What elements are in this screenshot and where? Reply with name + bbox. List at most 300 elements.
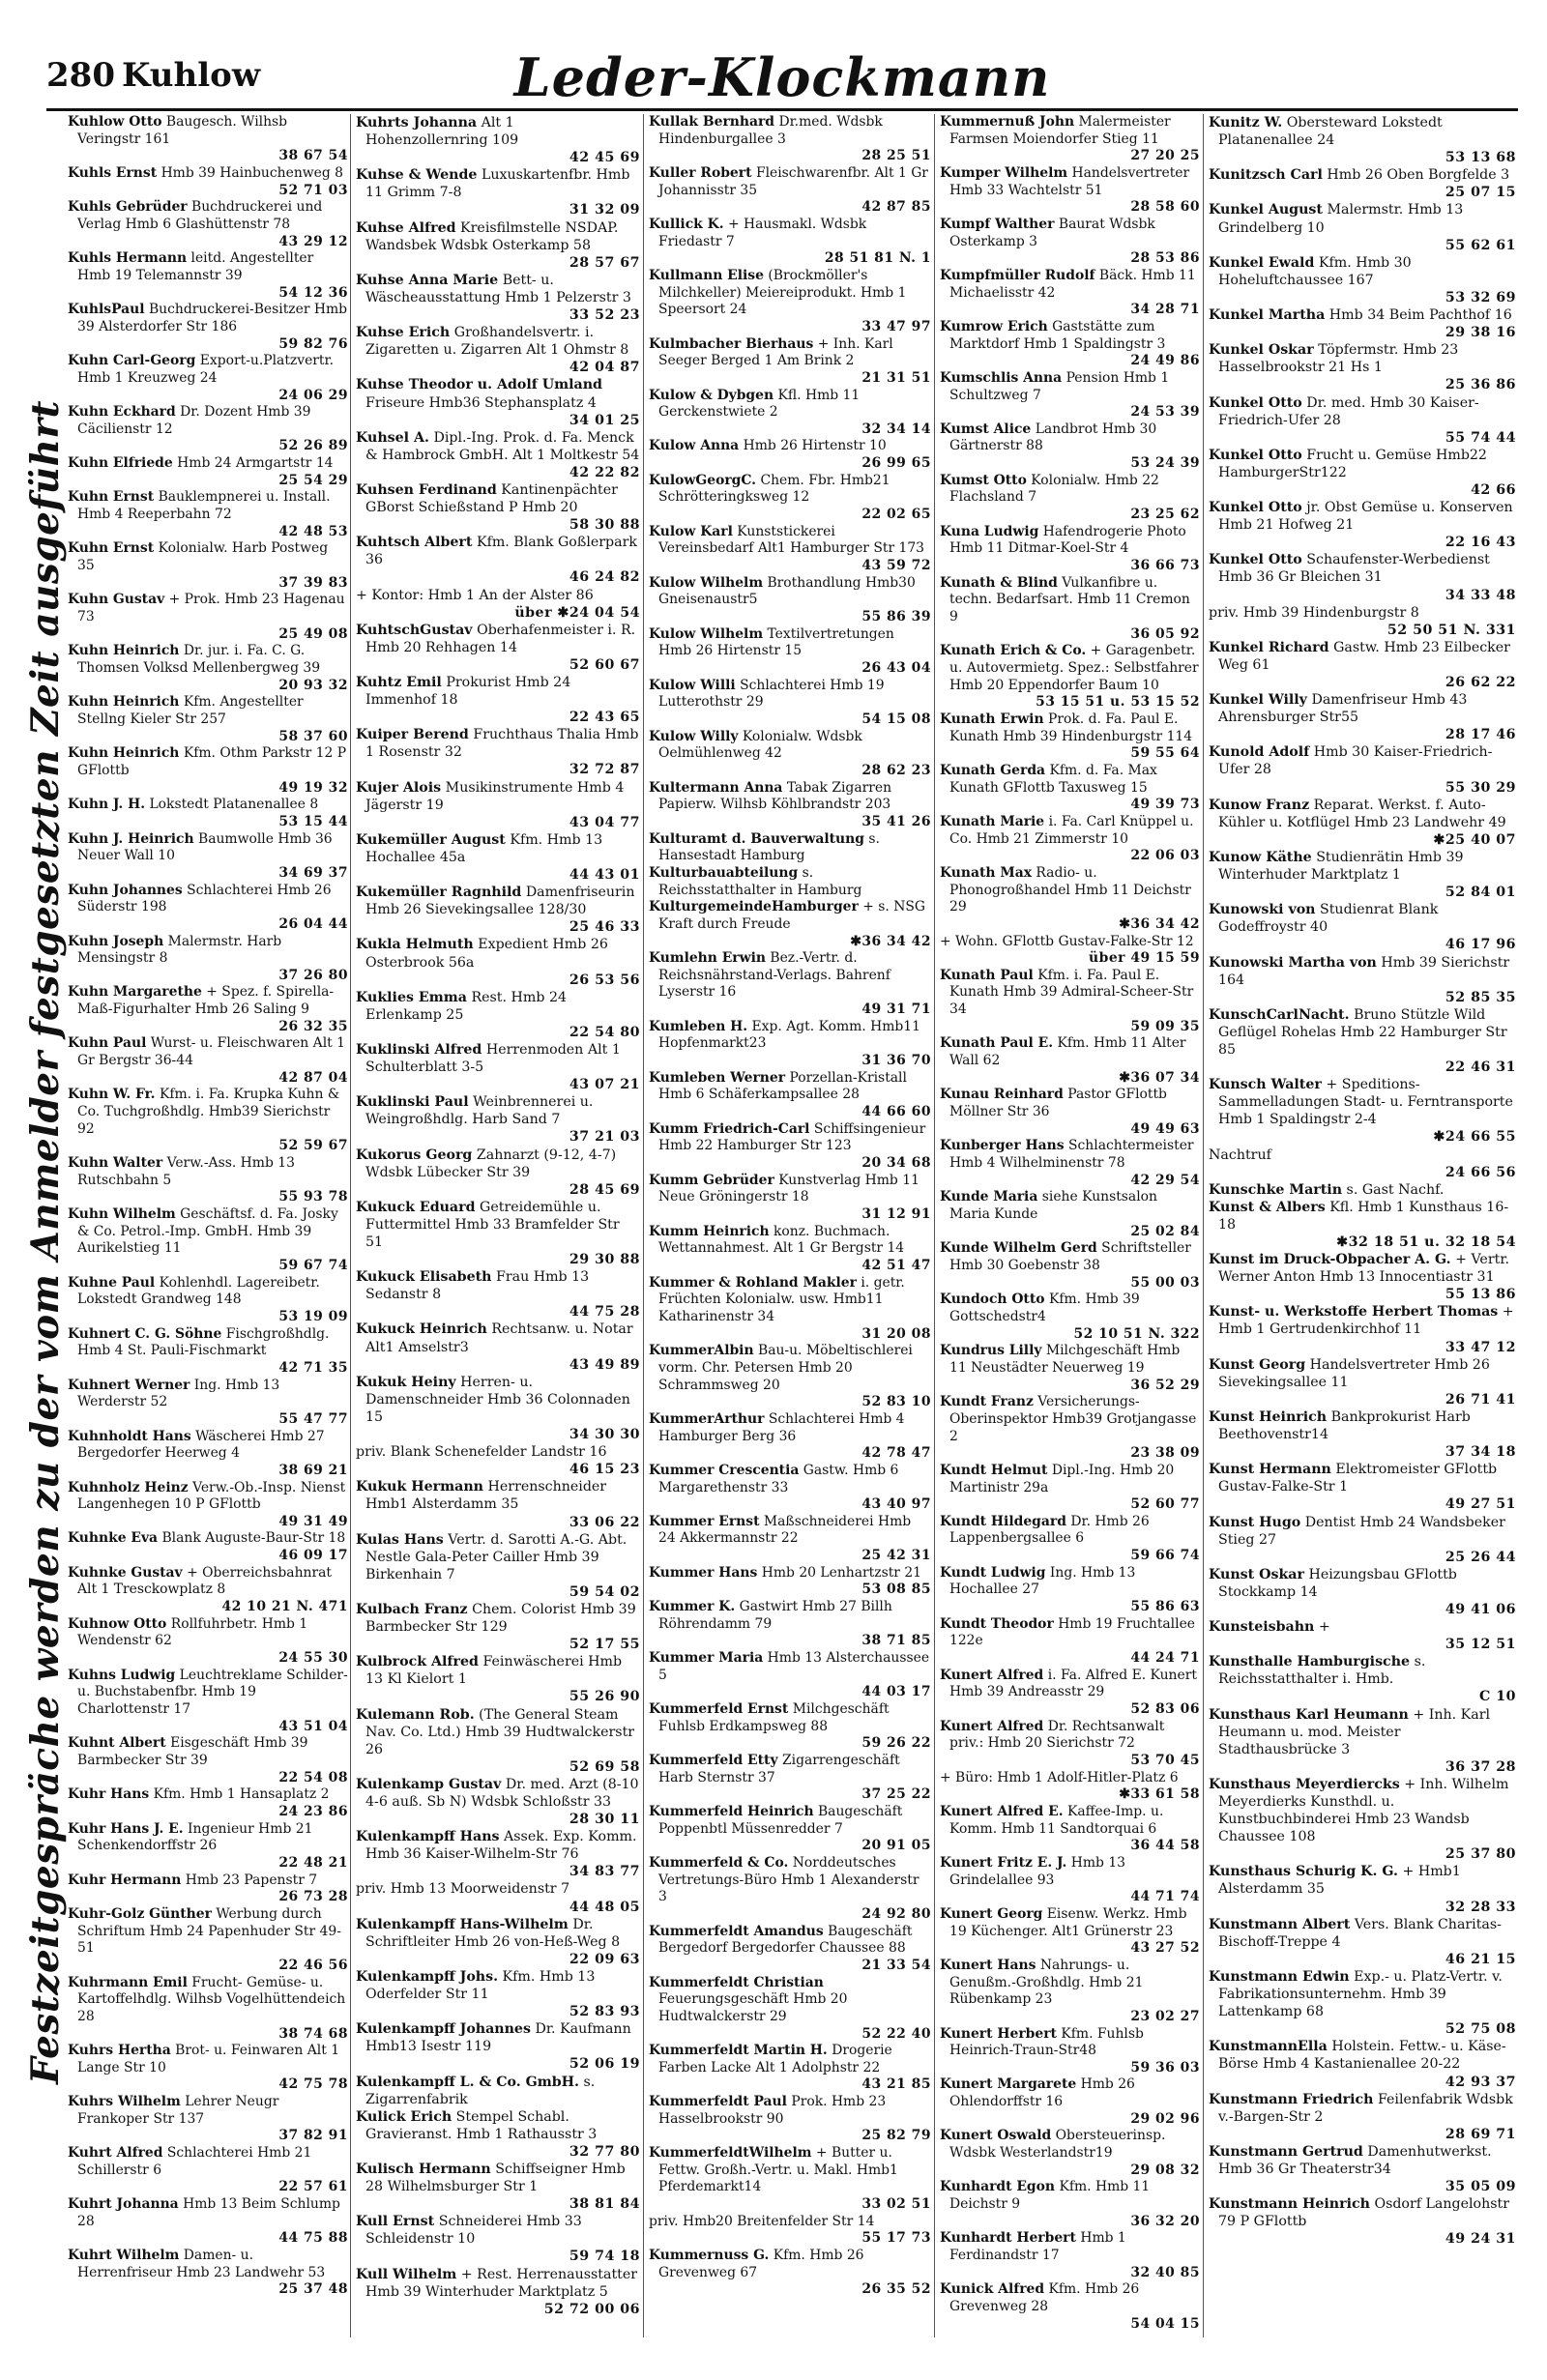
phone-number: über ✱24 04 54 — [514, 604, 640, 621]
entry-details: Werbung durch Schriftum Hmb 24 Papenhuder Str 49-51 — [77, 1905, 341, 1957]
directory-entry — [940, 2128, 1200, 2179]
phone-number: 49 49 63 — [1130, 1120, 1200, 1137]
phone-number: 55 47 77 — [278, 1410, 348, 1427]
entry-details: Feinwäscherei Hmb 13 Kl Kielort 1 — [365, 1654, 623, 1688]
entry-details: Kolonialw. Hmb 22 Flachsland 7 — [949, 472, 1159, 506]
entry-details: Baumwolle Hmb 36 Neuer Wall 10 — [77, 830, 333, 864]
directory-entry — [1209, 639, 1516, 691]
column-divider — [1203, 114, 1204, 2337]
entry-details: Obersteward Lokstedt Platanenallee 24 — [1218, 115, 1443, 149]
phone-number: 49 27 51 — [1445, 1496, 1516, 1513]
phone-number: 38 71 85 — [861, 1633, 931, 1649]
phone-number: 25 07 15 — [1445, 185, 1516, 201]
entry-name: Kunhardt Egon — [940, 2179, 1056, 2195]
entry-details: Baurat Wdsbk Osterkamp 3 — [949, 216, 1155, 249]
directory-entry — [940, 814, 1200, 865]
phone-number: 37 39 83 — [278, 574, 348, 591]
phone-number: 28 69 71 — [1445, 2126, 1516, 2142]
phone-number: 42 22 82 — [569, 464, 640, 480]
entry-details: Frau Hmb 13 Sedanstr 8 — [365, 1269, 590, 1303]
entry-details: Kfm. Hmb 1 Hansaplatz 2 — [153, 1786, 330, 1803]
entry-details: Musikinstrumente Hmb 4 Jägerstr 19 — [365, 779, 625, 813]
entry-details: Hmb 39 Sierichstr 164 — [1218, 954, 1510, 988]
phone-number: 27 20 25 — [1130, 148, 1200, 164]
entry-details: + s. NSG Kraft durch Freude — [658, 899, 926, 932]
entry-details: Chem. Colorist Hmb 39 Barmbecker Str 129 — [365, 1601, 636, 1636]
phone-number: 53 13 68 — [1445, 150, 1516, 166]
entry-name: KunschCarlNacht. — [1209, 1006, 1350, 1023]
directory-entry — [940, 319, 1200, 370]
entry-name: Kunert Alfred — [940, 1667, 1044, 1683]
entry-details: Drogerie Farben Lacke Alt 1 Adolphstr 22 — [658, 2043, 892, 2075]
phone-number: 35 12 51 — [1445, 1637, 1516, 1653]
directory-entry — [356, 1146, 640, 1199]
entry-name: Kunert Hans — [940, 1957, 1036, 1973]
phone-number: 44 48 05 — [569, 1899, 640, 1915]
entry-details: Kolonialw. Harb Postweg 35 — [77, 540, 329, 574]
directory-entry — [649, 1121, 931, 1173]
phone-number: 24 92 80 — [861, 1905, 931, 1922]
entry-details: Hmb 19 Fruchtallee 122e — [949, 1615, 1196, 1649]
entry-details: Kfm. Hmb 26 Grevenweg 67 — [658, 2248, 864, 2280]
phone-number: 44 75 28 — [569, 1304, 640, 1321]
entry-name: Kullak Bernhard — [649, 114, 775, 130]
phone-number: 46 09 17 — [278, 1548, 348, 1564]
directory-entry — [356, 779, 640, 831]
phone-number: ✱36 34 42 — [1119, 915, 1200, 932]
phone-number: über 49 15 59 — [1089, 950, 1200, 967]
directory-entry — [68, 302, 348, 353]
entry-details: Schlachterei Hmb 26 Süderstr 198 — [77, 882, 332, 915]
directory-entry — [356, 1531, 640, 1601]
phone-number: 25 02 84 — [1130, 1223, 1200, 1239]
phone-number: 26 99 65 — [861, 455, 931, 472]
directory-entry — [940, 1668, 1200, 1719]
entry-details: Exp. Agt. Komm. Hmb11 Hopfenmarkt23 — [658, 1018, 920, 1052]
directory-entry — [356, 622, 640, 674]
entry-name: Kuhn Gustav — [68, 592, 165, 608]
entry-name: Kuhn Carl-Georg — [68, 353, 196, 369]
phone-number: C 10 — [1479, 1689, 1516, 1705]
phone-number: 52 72 00 06 — [543, 2301, 640, 2317]
entry-details: + Rest. Herrenausstatter Hmb 39 Winterhuder Marktplatz 5 — [365, 2266, 638, 2300]
directory-entry — [940, 1804, 1200, 1855]
directory-entry — [68, 2094, 348, 2145]
entry-name: KummerArthur — [649, 1410, 765, 1427]
directory-entry — [1209, 2143, 1516, 2195]
entry-name: Kunkel Martha — [1209, 307, 1326, 324]
entry-details: Oberhafenmeister i. R. Hmb 20 Rehhagen 14 — [365, 622, 636, 655]
directory-entry — [940, 1394, 1200, 1463]
entry-details: Kantinenpächter GBorst Schießstand P Hmb 20 — [365, 481, 618, 516]
phone-number: 52 83 93 — [569, 2004, 640, 2020]
entry-details: Frucht- Gemüse- u. Kartoffelhdlg. Wilhsb Vogelhüttendeich 28 — [77, 1974, 346, 2024]
entry-name: Kunhardt Herbert — [940, 2230, 1076, 2247]
entry-details: Hmb 26 Hirtenstr 10 — [743, 438, 887, 454]
entry-details: jr. Obst Gemüse u. Konserven Hmb 21 Hofweg 21 — [1218, 500, 1513, 534]
entry-details: + Inh. Karl Heumann u. mod. Meister Stadthausbrücke 3 — [1218, 1706, 1491, 1757]
entry-details: Dr.med. Wdsbk Hindenburgallee 3 — [658, 114, 883, 147]
entry-name: Kuhsen Ferdinand — [356, 481, 497, 498]
entry-name: Kuhnert Werner — [68, 1377, 190, 1393]
entry-name: Kulow Wilhelm — [649, 625, 764, 642]
directory-entry — [649, 729, 931, 780]
entry-details: Textilvertretungen Hmb 26 Hirtenstr 15 — [658, 625, 894, 659]
directory-entry — [940, 934, 1200, 968]
entry-name: Kuhlow Otto — [68, 114, 162, 130]
entry-details: + Hmb1 Alsterdamm 35 — [1218, 1864, 1461, 1898]
entry-details: Hmb 23 Papenstr 7 — [185, 1872, 318, 1888]
directory-entry — [1209, 2038, 1516, 2090]
phone-number: 25 54 29 — [278, 472, 348, 488]
directory-entry — [68, 1906, 348, 1975]
phone-number: 53 32 69 — [1445, 289, 1516, 305]
directory-entry — [649, 1599, 931, 1650]
entry-details: Dipl.-Ing. Hmb 20 Martinistr 29a — [949, 1462, 1175, 1495]
entry-details: Damenfriseurin Hmb 26 Sievekingsallee 128/30 — [365, 885, 635, 918]
directory-entry — [940, 1240, 1200, 1292]
directory-entry — [940, 575, 1200, 644]
page-number: 280 — [46, 56, 115, 95]
entry-details: Weinbrennerei u. Weingroßhdlg. Harb Sand 7 — [365, 1094, 594, 1128]
entry-name: Kuhr Hermann — [68, 1872, 182, 1888]
phone-number: 32 34 14 — [861, 421, 931, 437]
directory-entry — [649, 438, 931, 472]
phone-number: 43 40 97 — [861, 1496, 931, 1513]
entry-details: Vertr. d. Sarotti A.-G. Abt. Nestle Gala-Peter Cailler Hmb 39 Birkenhain 7 — [365, 1531, 628, 1582]
entry-name: Kummerfeld Etty — [649, 1753, 778, 1768]
entry-details: Lokstedt Platanenallee 8 — [149, 797, 319, 813]
entry-details: Kfm. Hmb 13 Oderfelder Str 11 — [365, 1968, 596, 2003]
phone-number: 26 43 04 — [861, 660, 931, 676]
directory-entry — [356, 1374, 640, 1443]
entry-details: + Inh. Karl Seeger Berged 1 Am Brink 2 — [658, 335, 893, 369]
directory-entry — [1209, 1251, 1516, 1303]
directory-entry — [1209, 306, 1516, 341]
directory-entry — [68, 1872, 348, 1906]
directory-entry — [649, 1650, 931, 1701]
phone-number: 25 46 33 — [569, 919, 640, 936]
entry-details: priv. Hmb 13 Moorweidenstr 7 — [356, 1881, 570, 1898]
entry-name: Kuna Ludwig — [940, 523, 1039, 539]
phone-number: 42 71 35 — [278, 1359, 348, 1376]
directory-entry — [356, 587, 640, 622]
entry-name: Kunert Georg — [940, 1905, 1043, 1922]
directory-entry — [1209, 551, 1516, 603]
entry-name: Kuhls Hermann — [68, 250, 188, 267]
entry-name: Kunst im Druck-Obpacher A. G. — [1209, 1252, 1451, 1268]
phone-number: 42 48 53 — [278, 523, 348, 539]
entry-name: Kunsteisbahn — [1209, 1619, 1315, 1636]
phone-number: 52 71 03 — [278, 182, 348, 198]
directory-entry — [649, 899, 931, 950]
directory-entry — [940, 217, 1200, 268]
phone-number: 22 43 65 — [569, 710, 640, 726]
entry-name: Kukemüller August — [356, 831, 506, 848]
directory-entry — [940, 1343, 1200, 1394]
phone-number: 43 04 77 — [569, 814, 640, 830]
entry-details: Brothandlung Hmb30 Gneisenaustr5 — [658, 574, 916, 608]
directory-entry — [68, 1326, 348, 1378]
directory-entry — [1209, 797, 1516, 849]
directory-entry — [1209, 341, 1516, 393]
directory-entry — [356, 1968, 640, 2020]
entry-details: Kfl. Hmb 1 Kunsthaus 16-18 — [1218, 1199, 1509, 1233]
entry-name: Kunert Fritz E. J. — [940, 1854, 1067, 1871]
entry-details: Ing. Hmb 13 Hochallee 27 — [949, 1564, 1136, 1598]
entry-name: Kunert Alfred — [940, 1718, 1044, 1734]
entry-details: Dr. jur. i. Fa. C. G. Thomsen Volksd Mellenbergweg 39 — [77, 643, 321, 676]
entry-details: Kfm. i. Fa. Krupka Kuhn & Co. Tuchgroßhdlg. Hmb39 Sierichstr 92 — [77, 1087, 340, 1137]
directory-entry — [649, 217, 931, 268]
entry-details: Töpfermstr. Hmb 23 Hasselbrookstr 21 Hs 1 — [1218, 342, 1459, 376]
phone-number: 25 49 08 — [278, 625, 348, 642]
entry-name: Kunath Gerda — [940, 762, 1046, 778]
entry-name: Kuhse Theodor u. Adolf Umland — [356, 377, 602, 393]
directory-entry — [1209, 1076, 1516, 1146]
entry-details: Bankprokurist Harb Beethovenstr14 — [1218, 1408, 1471, 1443]
phone-number: 52 69 58 — [569, 1758, 640, 1775]
phone-number: 37 26 80 — [278, 967, 348, 983]
phone-number: ✱25 40 07 — [1433, 831, 1516, 848]
phone-number: 31 20 08 — [861, 1325, 931, 1342]
directory-entry — [649, 473, 931, 524]
entry-name: Kulas Hans — [356, 1531, 444, 1548]
directory-column-2 — [356, 114, 640, 2318]
directory-entry — [1209, 447, 1516, 499]
phone-number: 55 74 44 — [1445, 429, 1516, 446]
phone-number: 38 74 68 — [278, 2025, 348, 2042]
entry-details: Hmb 13 Grindelallee 93 — [949, 1854, 1126, 1888]
entry-name: Kull Ernst — [356, 2214, 435, 2230]
entry-details: Eisenw. Werkz. Hmb 19 Küchenger. Alt1 Grünerstr 23 — [949, 1905, 1187, 1939]
entry-name: Kummerfeldt Paul — [649, 2094, 787, 2110]
entry-name: Kundt Ludwig — [940, 1564, 1046, 1581]
entry-name: Kultermann Anna — [649, 779, 783, 796]
entry-details: Versicherungs-Oberinspektor Hmb39 Grotjangasse 2 — [949, 1394, 1197, 1444]
phone-number: 59 67 74 — [278, 1257, 348, 1273]
entry-details: Malermstr. Hmb 13 Grindelberg 10 — [1218, 202, 1464, 236]
phone-number: 42 04 87 — [569, 360, 640, 376]
entry-details: Fruchthaus Thalia Hmb 1 Rosenstr 32 — [365, 727, 639, 761]
entry-details: Kaffee-Imp. u. Komm. Hmb 11 Sandtorquai 6 — [949, 1803, 1164, 1837]
phone-number: 25 42 31 — [861, 1548, 931, 1564]
directory-entry — [649, 1804, 931, 1855]
entry-details: Landbrot Hmb 30 Gärtnerstr 88 — [949, 421, 1157, 454]
entry-details: Nachtruf — [1209, 1146, 1271, 1163]
entry-name: Kuhrs Hertha — [68, 2043, 171, 2059]
phone-number: 32 28 33 — [1445, 1899, 1516, 1915]
phone-number: 49 39 73 — [1130, 797, 1200, 813]
entry-details: Vulkanfibre u. techn. Bedarfsart. Hmb 11 Cremon 9 — [949, 574, 1190, 625]
entry-details: Blank Auguste-Baur-Str 18 — [161, 1530, 346, 1547]
entry-name: Kunow Franz — [1209, 797, 1310, 813]
entry-name: Kunst & Albers — [1209, 1199, 1326, 1215]
phone-number: 55 93 78 — [278, 1189, 348, 1205]
directory-entry — [356, 166, 640, 218]
entry-details: Chem. Fbr. Hmb21 Schrötteringksweg 12 — [658, 472, 890, 506]
phone-number: 22 09 63 — [569, 1951, 640, 1967]
phone-number: 59 55 64 — [1130, 745, 1200, 762]
phone-number: 59 66 74 — [1130, 1548, 1200, 1564]
directory-entry — [940, 2179, 1200, 2230]
entry-details: Schaufenster-Werbedienst Hmb 36 Gr Bleichen 31 — [1218, 552, 1490, 586]
entry-name: Kuklies Emma — [356, 989, 467, 1005]
entry-details: (Brockmöller's Milchkeller) Meiereiprodukt. Hmb 1 Speersort 24 — [658, 267, 907, 318]
entry-details: Buchdruckerei und Verlag Hmb 6 Glashüttenstr 78 — [77, 199, 323, 232]
directory-entry — [68, 2248, 348, 2299]
phone-number: 55 26 90 — [569, 1689, 640, 1705]
entry-details: s. Gast Nachf. — [1346, 1181, 1445, 1198]
phone-number: 36 52 29 — [1130, 1377, 1200, 1393]
entry-details: Buchdruckerei-Besitzer Hmb 39 Alsterdorfer Str 186 — [77, 302, 348, 334]
entry-details: Luxuskartenfbr. Hmb 11 Grimm 7-8 — [365, 167, 630, 201]
entry-details: Schneiderei Hmb 33 Schleidenstr 10 — [365, 2214, 582, 2248]
entry-name: Kunsthaus Meyerdiercks — [1209, 1776, 1400, 1792]
entry-name: Kunert Alfred E. — [940, 1803, 1064, 1819]
entry-name: Kummer & Rohland Makler — [649, 1274, 857, 1291]
entry-name: Kunkel Otto — [1209, 447, 1302, 463]
entry-name: Kuhn Joseph — [68, 933, 164, 949]
entry-name: Kuhr Hans J. E. — [68, 1820, 184, 1837]
directory-entry — [940, 1958, 1200, 2026]
phone-number: 53 08 85 — [861, 1582, 931, 1598]
entry-details: Herrenschneider Hmb1 Alsterdamm 35 — [365, 1479, 607, 1513]
entry-name: Kukuck Heinrich — [356, 1321, 487, 1338]
column-divider — [934, 114, 935, 2337]
phone-number: 44 03 17 — [861, 1684, 931, 1700]
entry-name: Kuhn Walter — [68, 1155, 163, 1172]
entry-name: Kulow Anna — [649, 438, 740, 454]
entry-details: Leuchtreklame Schilder- u. Buchstabenfbr. Hmb 19 Charlottenstr 17 — [77, 1667, 348, 1718]
entry-details: Kfm. Hmb 26 Grevenweg 28 — [949, 2281, 1140, 2314]
directory-entry — [1209, 901, 1516, 953]
phone-number: 25 36 86 — [1445, 377, 1516, 393]
directory-entry — [649, 1753, 931, 1804]
phone-number: 22 54 08 — [278, 1769, 348, 1785]
directory-entry — [68, 883, 348, 934]
entry-name: Kunst Oskar — [1209, 1566, 1304, 1582]
phone-number: 33 52 23 — [569, 307, 640, 324]
directory-entry — [356, 1880, 640, 1915]
phone-number: 23 02 27 — [1130, 2008, 1200, 2024]
entry-details: Studienrat Blank Godeffroystr 40 — [1218, 902, 1439, 936]
entry-details: + Büro: Hmb 1 Adolf-Hitler-Platz 6 — [940, 1769, 1179, 1785]
entry-name: Kuhnke Gustav — [68, 1564, 183, 1581]
directory-entry — [649, 268, 931, 336]
phone-number: 22 46 56 — [278, 1957, 348, 1973]
phone-number: 52 22 40 — [861, 2025, 931, 2042]
entry-details: Hmb 39 Hainbuchenweg 8 — [161, 164, 344, 181]
directory-entry — [649, 2145, 931, 2214]
entry-details: Handelsvertreter Hmb 26 Sievekingsallee 11 — [1218, 1356, 1490, 1390]
directory-entry — [1209, 201, 1516, 253]
phone-number: 58 37 60 — [278, 728, 348, 744]
entry-name: Kuhns Ludwig — [68, 1667, 176, 1683]
phone-number: 42 78 47 — [861, 1445, 931, 1462]
phone-number: 33 47 12 — [1445, 1339, 1516, 1355]
entry-name: Kuhls Gebrüder — [68, 199, 188, 216]
entry-name: Kulmbacher Bierhaus — [649, 335, 814, 352]
phone-number: 43 51 04 — [278, 1718, 348, 1734]
phone-number: 52 83 06 — [1130, 1701, 1200, 1718]
entry-details: Verw.-Ob.-Insp. Nienst Langenhegen 10 P GFlottb — [77, 1479, 346, 1513]
entry-details: Hafendrogerie Photo Hmb 11 Ditmar-Koel-Str 4 — [949, 523, 1186, 557]
directory-entry — [940, 1514, 1200, 1565]
entry-name: Kulenkampff Johs. — [356, 1968, 499, 1985]
directory-entry — [649, 1224, 931, 1275]
phone-number: 38 67 54 — [278, 148, 348, 164]
phone-number: 28 58 60 — [1130, 199, 1200, 216]
entry-details: Feilenfabrik Wdsbk v.-Bargen-Str 2 — [1218, 2091, 1513, 2125]
entry-name: Kummerfeldt Christian — [649, 1974, 824, 1990]
directory-entry — [68, 797, 348, 830]
directory-entry — [649, 1019, 931, 1070]
entry-name: Kunberger Hans — [940, 1138, 1065, 1154]
entry-details: Hmb 26 Oben Borgfelde 3 — [1327, 167, 1510, 184]
entry-name: Kuhne Paul — [68, 1274, 156, 1291]
entry-details: Kfm. Hmb 11 Alter Wall 62 — [949, 1035, 1186, 1069]
directory-entry — [940, 1565, 1200, 1616]
entry-details: Hmb 20 Lenhartzstr 21 — [761, 1564, 922, 1581]
phone-number: 32 72 87 — [569, 762, 640, 778]
phone-number: 46 15 23 — [569, 1462, 640, 1478]
directory-column-3 — [649, 114, 931, 2299]
entry-details: Malermstr. Harb Mensingstr 8 — [77, 933, 282, 967]
directory-entry — [1209, 394, 1516, 447]
entry-details: Getreidemühle u. Futtermittel Hmb 33 Bramfelder Str 51 — [365, 1199, 620, 1250]
header-rule — [46, 108, 1518, 111]
entry-name: Kumschlis Anna — [940, 369, 1063, 386]
phone-number: 42 51 47 — [861, 1257, 931, 1273]
entry-details: siehe Kunstsalon Maria Kunde — [949, 1189, 1157, 1222]
entry-name: Kunau Reinhard — [940, 1087, 1064, 1103]
directory-entry — [649, 678, 931, 729]
phone-number: 55 86 63 — [1130, 1599, 1200, 1615]
entry-details: Bett- u. Wäscheausstattung Hmb 1 Pelzerstr 3 — [365, 272, 631, 305]
entry-details: Baugeschäft Bergedorf Bergedorfer Chaussee 88 — [658, 1923, 913, 1957]
directory-entry — [68, 114, 348, 165]
directory-entry — [68, 1975, 348, 2044]
directory-entry — [649, 1463, 931, 1514]
phone-number: 55 30 29 — [1445, 779, 1516, 796]
phone-number: 29 08 32 — [1130, 2162, 1200, 2178]
phone-number: 53 15 51 u. 53 15 52 — [1036, 694, 1200, 711]
entry-name: Kumm Friedrich-Carl — [649, 1120, 810, 1137]
entry-details: Kfm. Hmb 11 Deichstr 9 — [949, 2179, 1151, 2213]
phone-number: 44 66 60 — [861, 1104, 931, 1120]
directory-entry — [356, 989, 640, 1041]
entry-details: Dr. Hmb 26 Lappenbergsallee 6 — [949, 1513, 1150, 1547]
directory-entry — [68, 165, 348, 199]
entry-name: Kumpf Walther — [940, 216, 1055, 232]
entry-details: Export-u.Platzvertr. Hmb 1 Kreuzweg 24 — [77, 353, 335, 386]
directory-entry — [356, 2161, 640, 2213]
entry-name: Kumst Alice — [940, 421, 1032, 437]
directory-entry — [356, 1828, 640, 1880]
directory-entry — [356, 1653, 640, 1705]
directory-entry — [940, 1719, 1200, 1770]
entry-name: Kunath Max — [940, 864, 1032, 881]
directory-entry — [356, 219, 640, 272]
phone-number: 53 19 09 — [278, 1308, 348, 1324]
phone-number: 34 69 37 — [278, 864, 348, 881]
phone-number: 26 32 35 — [278, 1018, 348, 1034]
phone-number: 59 54 02 — [569, 1583, 640, 1600]
entry-name: Kukla Helmuth — [356, 937, 474, 953]
directory-entry — [1209, 114, 1516, 166]
phone-number: 55 17 73 — [861, 2230, 931, 2247]
